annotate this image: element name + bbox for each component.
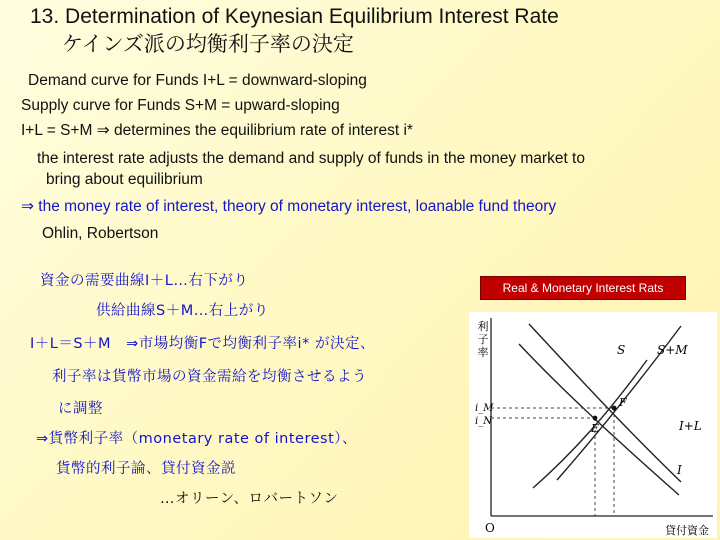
red-label-badge: Real & Monetary Interest Rats bbox=[480, 276, 686, 300]
jp-line-adjust-cont: に調整 bbox=[58, 401, 103, 417]
y-axis-label-1: 利 bbox=[477, 320, 489, 333]
label-point-e: E bbox=[591, 422, 600, 435]
jp-line-ohlin: …オリーン、ロバートソン bbox=[160, 491, 339, 507]
text-line-bring: bring about equilibrium bbox=[46, 171, 203, 188]
label-point-f: F bbox=[619, 396, 627, 409]
origin-label: O bbox=[485, 521, 495, 535]
text-line-equilibrium: I+L = S+M ⇒ determines the equilibrium rate of interest i* bbox=[21, 122, 413, 139]
y-axis-label-2: 子 bbox=[477, 333, 489, 346]
label-s: S bbox=[617, 343, 626, 357]
jp-line-money-rate: ⇒貨幣利子率（monetary rate of interest）、 bbox=[36, 431, 358, 447]
text-line-demand: Demand curve for Funds I+L = downward-sloping bbox=[28, 72, 367, 89]
label-s-plus-m: S+M bbox=[657, 343, 688, 357]
label-i: I bbox=[677, 463, 682, 477]
label-i-plus-l: I+L bbox=[679, 419, 702, 433]
point-e-marker bbox=[593, 416, 598, 421]
text-line-adjusts: the interest rate adjusts the demand and supply of funds in the money market to bbox=[37, 150, 585, 167]
interest-rate-diagram bbox=[469, 312, 717, 538]
jp-line-demand: 資金の需要曲線I＋L…右下がり bbox=[40, 273, 249, 289]
text-line-ohlin: Ohlin, Robertson bbox=[42, 225, 159, 242]
curve-s bbox=[533, 360, 647, 488]
text-line-supply: Supply curve for Funds S+M = upward-sloping bbox=[21, 97, 340, 114]
curve-i bbox=[519, 344, 679, 495]
y-axis-label-3: 率 bbox=[477, 346, 489, 359]
jp-line-theory: 貨幣的利子論、貸付資金説 bbox=[56, 461, 236, 477]
text-line-money-rate: ⇒ the money rate of interest, theory of monetary interest, loanable fund theory bbox=[21, 198, 557, 215]
diagram-svg bbox=[469, 312, 717, 538]
tick-in: i_N bbox=[475, 416, 492, 427]
tick-im: i_M bbox=[475, 403, 494, 414]
slide-title: 13. Determination of Keynesian Equilibrium Interest Rate bbox=[30, 5, 559, 28]
jp-line-adjust: 利子率は貨幣市場の資金需給を均衡させるよう bbox=[52, 369, 367, 385]
x-axis-label: 貸付資金 bbox=[665, 524, 709, 537]
slide-title-jp: ケインズ派の均衡利子率の決定 bbox=[62, 33, 354, 56]
jp-line-supply: 供給曲線S＋M…右上がり bbox=[96, 303, 269, 319]
jp-line-equilibrium: I＋L＝S＋M ⇒市場均衡Fで均衡利子率i* が決定、 bbox=[30, 336, 375, 352]
point-f-marker bbox=[612, 406, 617, 411]
